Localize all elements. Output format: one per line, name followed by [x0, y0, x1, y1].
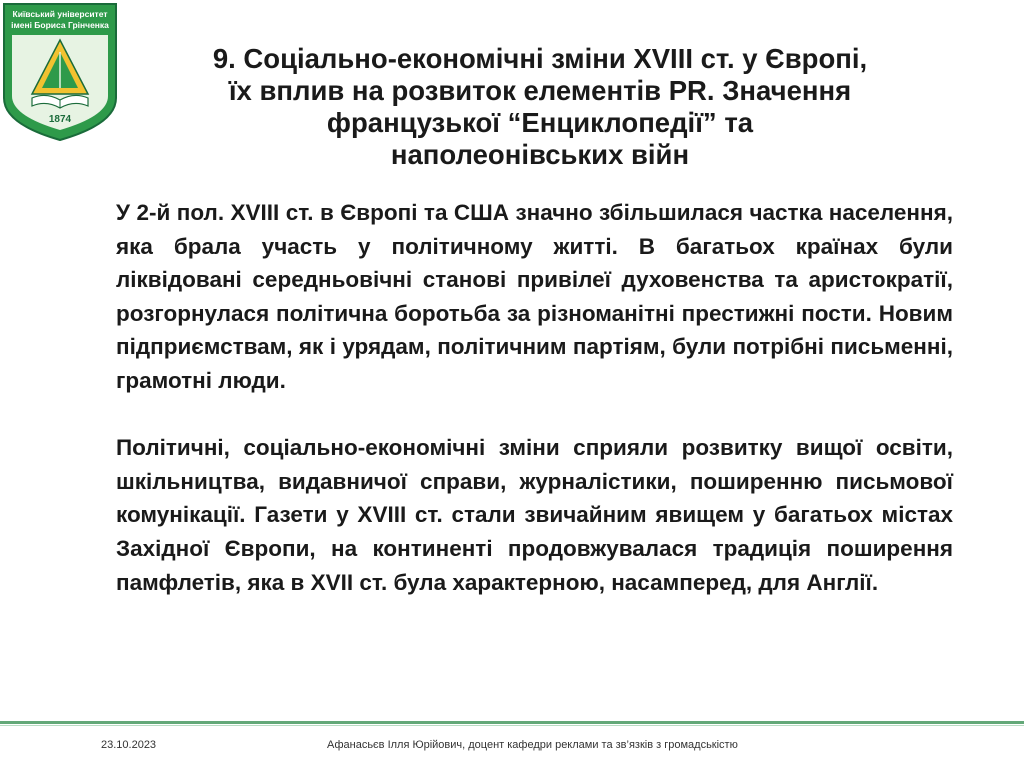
- university-logo: [2, 2, 118, 142]
- body-paragraph-2: Політичні, соціально-економічні зміни сприяли розвитку вищої освіти, шкільництва, видавничої справи, журналістики, поширенню письмової комунікації. Газети у XVIII ст. стали звичайним явищем у багатьох містах Західної Європи, на континенті продовжувалася традиція поширення памфлетів, яка в XVII ст. була характерною, насамперед, для Англії.: [116, 435, 953, 595]
- logo-line1: Київський університет: [12, 9, 108, 19]
- logo-year: 1874: [48, 114, 72, 125]
- university-crest-icon: [2, 2, 118, 142]
- title-line-3: французької “Енциклопедії” та: [326, 107, 754, 138]
- slide-title: [150, 43, 930, 171]
- title-line-4: наполеонівських війн: [390, 139, 690, 170]
- footer-divider-light: [0, 725, 1024, 726]
- footer-author: Афанасьєв Ілля Юрійович, доцент кафедри реклами та зв’язків з громадськістю: [327, 739, 738, 751]
- title-line-1: 9. Соціально-економічні зміни XVIII ст. у Європі,: [212, 43, 868, 74]
- footer-date: 23.10.2023: [101, 739, 157, 751]
- footer-divider: [0, 721, 1024, 724]
- body-paragraph-1: У 2-й пол. XVIII ст. в Європі та США значно збільшилася частка населення, яка брала участь у політичному житті. В багатьох країнах були ліквідовані середньовічні станові привілеї духовенства та аристократії, розгорнулася політична боротьба за різноманітні престижні пости. Новим підприємствам, як і урядам, політичним партіям, були потрібні письменні, грамотні люди.: [116, 200, 953, 393]
- title-line-2: їх вплив на розвиток елементів PR. Значення: [228, 75, 852, 106]
- slide-body: [116, 196, 953, 599]
- logo-line2: імені Бориса Грінченка: [11, 20, 109, 30]
